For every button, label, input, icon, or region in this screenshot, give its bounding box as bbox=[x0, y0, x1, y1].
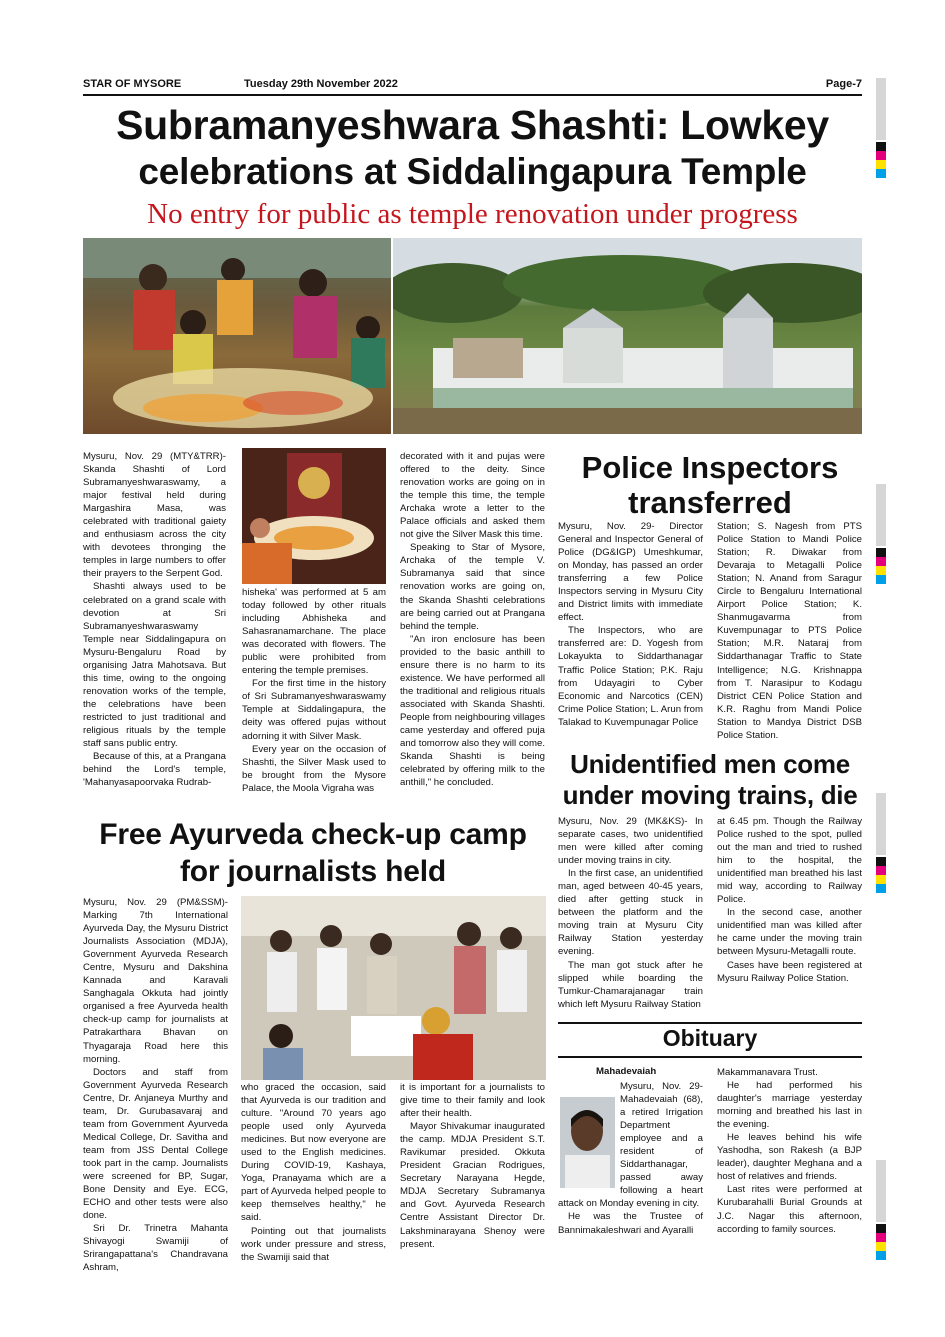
paragraph: Mayor Shivakumar inaugurated the camp. MDJA President S.T. Ravikumar presided. Okkuta President Gracian Rodrigues, Secretary Narayana Hegde, MDJA Secretary Subramanya and Govt. Ayurveda Research Centre Assistant Director Dr. Lakshminarayana Shenoy were present. bbox=[400, 1121, 545, 1250]
paragraph: Speaking to Star of Mysore, Archaka of the temple V. Subramanya said that since renovation works are going on, the Skanda Shashti celebrations are being carried out at Prangana behind the temple. bbox=[400, 542, 545, 632]
paragraph: He was the Trustee of Bannimakaleshwari and Ayaralli bbox=[558, 1211, 703, 1236]
police-headline bbox=[558, 451, 862, 520]
obituary-rule bbox=[558, 1056, 862, 1058]
main-headline-line1: Subramanyeshwara Shashti: Lowkey bbox=[116, 102, 829, 148]
paragraph: Pointing out that journalists work under pressure and stress, the Swamiji said that bbox=[241, 1225, 386, 1263]
page-number: Page-7 bbox=[825, 78, 862, 90]
paragraph: Sri Dr. Trinetra Mahanta Shivayogi Swamiji of Srirangapattana's Chandravana Ashram, bbox=[83, 1223, 228, 1274]
trains-col2 bbox=[717, 815, 862, 985]
paragraph: The man got stuck after he slipped while boarding the Tumkur-Chamarajanagar train which left Mysuru Railway Station bbox=[558, 959, 703, 1010]
margin-bar bbox=[876, 793, 886, 855]
paragraph: Mysuru, Nov. 29 (MTY&TRR)- Skanda Shashti of Lord Subramanyeshwaraswamy, a major festival held during Margashira Masa, was celebrated with traditional gaiety and enthusiasm across the city with devotees thronging the temples in large numbers to offer their prayers to the Serpent God. bbox=[83, 451, 226, 580]
paragraph: He leaves behind his wife Yashodha, son Rakesh (a BJP leader), daughter Meghana and a host of relatives and friends. bbox=[717, 1132, 862, 1183]
ayurveda-headline-line1: Free Ayurveda check-up camp bbox=[99, 818, 527, 851]
trains-headline bbox=[556, 749, 864, 810]
masthead-rule bbox=[83, 94, 862, 96]
obituary-lead: Mysuru, Nov. 29- Mahadevaiah (68), a retired Irrigation Department employee and a resident of Siddarthanagar, passed away following a heart attack on Monday evening in city. bbox=[558, 1081, 703, 1210]
paper-name: STAR OF MYSORE bbox=[83, 78, 182, 90]
margin-bar bbox=[876, 1160, 886, 1222]
paragraph: Mysuru, Nov. 29 (PM&SSM)- Marking 7th International Ayurveda Day, the Mysuru District Journalists Association (MDJA), Government Ayurveda Research Centre, Mysuru and Dakshina Kannada and Karavali Sanghagala Okkuta had jointly organised a free Ayurveda health check-up camp for journalists at Patrakarthara Bhavan on Thyagaraja Road here this morning. bbox=[83, 897, 228, 1065]
paragraph: Station; S. Nagesh from PTS Police Station to Mandi Police Station; R. Diwakar from Devaraja to Metagalli Police Station; N. Anand from Saragur Circle to Bengaluru International Airport Police Station; K. Shanmugavarma from Kuvempunagar to PTS Police Station; M.R. Nataraj from Siddarthanagar Traffic to State Intelligence; N.G. Krishnappa from T. Narasipur to Kodagu District CEN Police Station and K.R. Raghu from Mandi Police Station to Mandya District DSB Police Station. bbox=[717, 521, 862, 741]
main-story-col3 bbox=[400, 450, 545, 789]
paragraph: decorated with it and pujas were offered to the deity. Since renovation works are going on in the temple this time, the temple Archaka wrote a letter to the Palace officials and asked them not give the Silver Mask this time. bbox=[400, 451, 545, 541]
paragraph: For the first time in the history of Sri Subramanyeshwaraswamy Temple at Siddalingapura, the deity was offered pujas without adorning it with Silver Mask. bbox=[242, 678, 386, 742]
issue-date: Tuesday 29th November 2022 bbox=[244, 78, 398, 90]
paragraph: who graced the occasion, said that Ayurveda is our tradition and culture. "Around 70 years ago people used only Ayurveda medicines. But now everyone are used to the English medicines. During COVID-19, Kashaya, Yoga, Pranayama which are a part of Ayurveda helped people to keep themselves healthy," he said. bbox=[241, 1082, 386, 1224]
police-col1 bbox=[558, 520, 703, 729]
margin-bar bbox=[876, 78, 886, 140]
paragraph: Makammanavara Trust. bbox=[717, 1067, 818, 1078]
obituary-rule bbox=[558, 1022, 862, 1024]
temple-photo bbox=[393, 238, 862, 434]
paragraph: In the second case, another unidentified man was killed after he came under the moving train between Mysuru-Metagalli route. bbox=[717, 907, 862, 958]
main-story-col1 bbox=[83, 450, 226, 789]
main-subhead: No entry for public as temple renovation under progress bbox=[147, 198, 798, 230]
paragraph: it is important for a journalists to give time to their family and look after their health. bbox=[400, 1082, 545, 1120]
trains-headline-line2: under moving trains, die bbox=[562, 779, 858, 810]
obituary-col2 bbox=[717, 1066, 862, 1236]
color-register-mark bbox=[876, 142, 886, 178]
paragraph: He had performed his daughter's marriage yesterday morning and breathed his last in the evening. bbox=[717, 1080, 862, 1131]
ayurveda-headline-line2: for journalists held bbox=[179, 854, 447, 888]
color-register-mark bbox=[876, 548, 886, 584]
paragraph: at 6.45 pm. Though the Railway Police rushed to the spot, pulled out the man and tried to rushed him to the hospital, the unidentified man breathed his last mid way, according to Railway Police. bbox=[717, 816, 862, 906]
margin-bar bbox=[876, 484, 886, 546]
police-headline-line1: Police Inspectors bbox=[581, 450, 839, 485]
paragraph: The Inspectors, who are transferred are: D. Yogesh from Lokayukta to Siddarthanagar Traffic Police Station; P.K. Raju from Udayagiri to Cyber Economic and Narcotics (CEN) Crime Police Station; L. Arun from Talakad to Kuvempunagar Police bbox=[558, 625, 703, 728]
paragraph: Mysuru, Nov. 29- Director General and Inspector General of Police (DG&IGP) Umeshkumar, on Monday, has passed an order transferring a few Police Inspectors serving in Mysuru City and District limits with immediate effect. bbox=[558, 521, 703, 624]
trains-col1 bbox=[558, 815, 703, 1011]
ayurveda-headline bbox=[78, 817, 548, 890]
paragraph: Cases have been registered at Mysuru Railway Police Station. bbox=[717, 959, 862, 984]
paragraph: Because of this, at a Prangana behind the Lord's temple, 'Mahanyasapoorvaka Rudrab- bbox=[83, 751, 226, 789]
ayurveda-col3 bbox=[400, 1081, 545, 1251]
obituary-col1 bbox=[558, 1080, 703, 1237]
color-register-mark bbox=[876, 1224, 886, 1260]
devotees-photo bbox=[83, 238, 391, 434]
paragraph: Shashti always used to be celebrated on a grand scale with devotion at Sri Subramanyeshwaraswamy Temple near Siddalingapura on Mysuru-Bengaluru Road by organising Jatra Mahotsava. But this time, owing to the ongoing renovation works of the temple, the celebrations have been restricted to just traditional and religious rituals by the temple staff sans public entry. bbox=[83, 581, 226, 750]
ayurveda-col2 bbox=[241, 1081, 386, 1264]
masthead bbox=[83, 78, 862, 94]
main-headline-line2: celebrations at Siddalingapura Temple bbox=[138, 151, 807, 192]
health-camp-photo bbox=[241, 896, 546, 1080]
trains-headline-line1: Unidentified men come bbox=[570, 749, 850, 779]
paragraph: In the first case, an unidentified man, aged between 40-45 years, died after getting stuck in between the platform and the moving train at Mysuru City Railway Station yesterday evening. bbox=[558, 868, 703, 958]
paragraph: Doctors and staff from Government Ayurveda Research Centre, Dr. Anjaneya Murthy and team, Dr. Gurubasavaraj and team from Government Ayurveda Medical College, Dr. Savitha and team from JSS Dental College took part in the camp. Journalists were screened for BP, Sugar, Bone Density and Eye. ECG, ECHO and other tests were also done. bbox=[83, 1066, 228, 1222]
police-headline-line2: transferred bbox=[628, 484, 792, 520]
main-story-col2 bbox=[242, 586, 386, 795]
obituary-name: Mahadevaiah bbox=[596, 1066, 657, 1077]
portrait-spacer bbox=[558, 1080, 620, 1190]
paragraph: Mysuru, Nov. 29 (MK&KS)- In separate cases, two unidentified men were killed after coming under moving trains in city. bbox=[558, 816, 703, 867]
paragraph: Last rites were performed at Kurubarahalli Burial Grounds at J.C. Nagar this afternoon, according to family sources. bbox=[717, 1184, 862, 1235]
paragraph: "An iron enclosure has been provided to the basic anthill to ensure there is no harm to its existence. We have performed all the traditional and religious rituals associated with Skanda Shashti. People from neighbouring villages came yesterday and offered puja and tomorrow also they will come. Skanda Shashti is being celebrated by offering milk to the anthill," he concluded. bbox=[400, 633, 545, 789]
paragraph bbox=[558, 1080, 703, 1210]
paragraph: hisheka' was performed at 5 am today followed by other rituals including Abhisheka and Sahasranamarchane. The place was decorated with flowers. The public were prohibited from entering the temple premises. bbox=[242, 587, 386, 677]
deity-photo bbox=[242, 448, 386, 584]
paragraph: Every year on the occasion of Shashti, the Silver Mask used to be brought from the Mysore Palace, the Moola Vigraha was bbox=[242, 743, 386, 794]
police-col2 bbox=[717, 520, 862, 742]
obituary-title: Obituary bbox=[662, 1025, 758, 1051]
ayurveda-col1 bbox=[83, 896, 228, 1274]
color-register-mark bbox=[876, 857, 886, 893]
